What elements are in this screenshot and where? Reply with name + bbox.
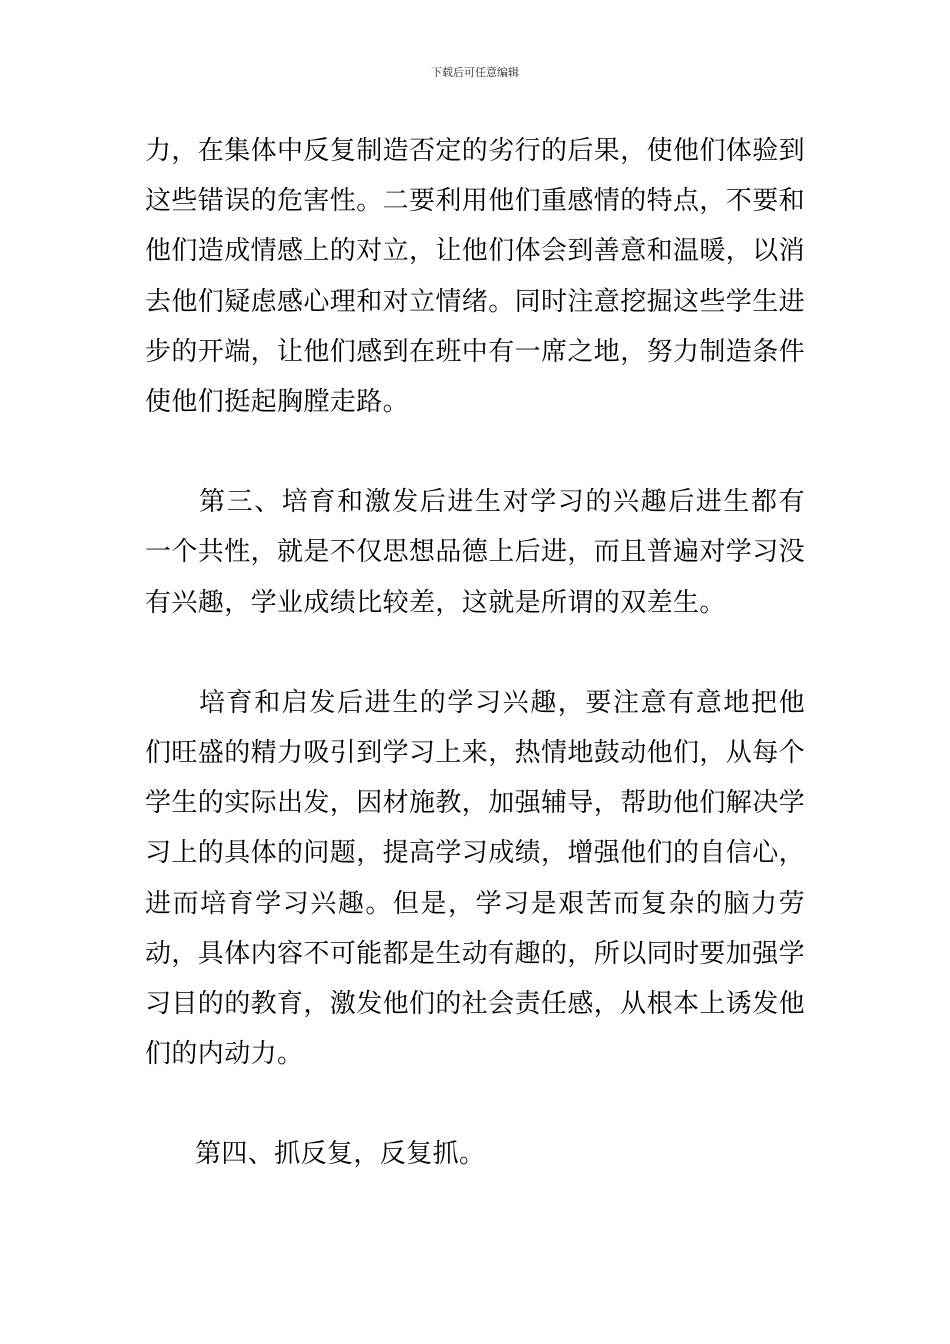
paragraph-2: 第三、培育和激发后进生对学习的兴趣后进生都有一个共性，就是不仅思想品德上后进，而且普遍对学习没有兴趣，学业成绩比较差，这就是所谓的双差生。: [145, 487, 806, 618]
document-body: [145, 126, 805, 1180]
paragraph-gap: [145, 628, 805, 678]
page-header: 下载后可任意编辑: [431, 66, 519, 79]
paragraph-3: 培育和启发后进生的学习兴趣，要注意有意地把他们旺盛的精力吸引到学习上来，热情地鼓动他们，从每个学生的实际出发，因材施教，加强辅导，帮助他们解决学习上的具体的问题，提高学习成绩，增强他们的自信心，进而培育学习兴趣。但是，学习是艰苦而复杂的脑力劳动，具体内容不可能都是生动有趣的，所以同时要加强学习目的的教育，激发他们的社会责任感，从根本上诱发他们的内动力。: [145, 687, 806, 1070]
paragraph-4: 第四、抓反复，反复抓。: [195, 1139, 486, 1170]
paragraph-1: 力，在集体中反复制造否定的劣行的后果，使他们体验到这些错误的危害性。二要利用他们重感情的特点，不要和他们造成情感上的对立，让他们体会到善意和温暖，以消去他们疑虑感心理和对立情绪。同时注意挖掘这些学生进步的开端，让他们感到在班中有一席之地，努力制造条件使他们挺起胸膛走路。: [145, 136, 806, 418]
paragraph-gap: [145, 427, 805, 477]
paragraph-gap: [145, 1079, 805, 1129]
